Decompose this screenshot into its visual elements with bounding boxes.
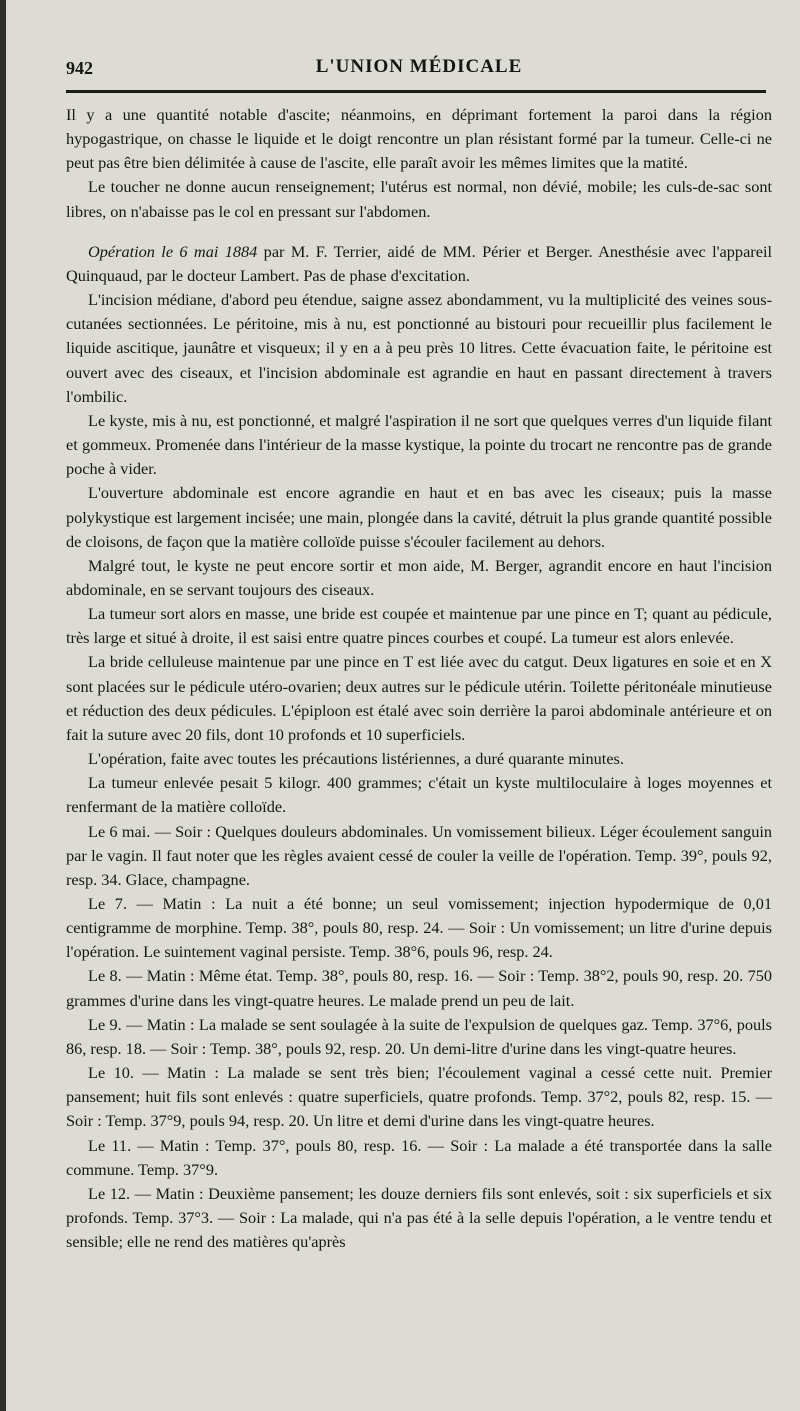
paragraph: Le 6 mai. — Soir : Quelques douleurs abdominales. Un vomissement bilieux. Léger écoulement sanguin par le vagin. Il faut noter que les règles avaient cessé de couler la veille de l'opération. Temp. 39°, pouls 92, resp. 34. Glace, champagne. bbox=[66, 821, 772, 889]
document-page bbox=[6, 0, 800, 1411]
operation-heading: Opération le 6 mai 1884 bbox=[88, 241, 258, 261]
paragraph: La bride celluleuse maintenue par une pince en T est liée avec du catgut. Deux ligatures en soie et en X sont placées sur le pédicule utéro-ovarien; deux autres sur le pédicule utérin. Toilette péritonéale minutieuse et réduction des deux pédicules. L'épiploon est étalé avec soin derrière la paroi abdominale antérieure et on fait la suture avec 20 fils, dont 10 profonds et 10 superficiels. bbox=[66, 652, 772, 744]
paragraph: La tumeur enlevée pesait 5 kilogr. 400 grammes; c'était un kyste multiloculaire à loges moyennes et renfermant de la matière colloïde. bbox=[66, 773, 772, 817]
paragraph: Le kyste, mis à nu, est ponctionné, et malgré l'aspiration il ne sort que quelques verres d'un liquide filant et gommeux. Promenée dans l'intérieur de la masse kystique, la pointe du trocart ne rencontre pas de grande poche à vider. bbox=[66, 410, 772, 479]
paragraph: Le 10. — Matin : La malade se sent très bien; l'écoulement vaginal a cessé cette nuit. Premier pansement; huit fils sont enlevés : quatre superficiels, quatre profonds. Temp. 37°2, pouls 82, resp. 15. — Soir : Temp. 37°9, pouls 94, resp. 20. Un litre et demi d'urine dans les vingt-quatre heures. bbox=[66, 1063, 772, 1131]
paragraph: La tumeur sort alors en masse, une bride est coupée et maintenue par une pince en T; quant au pédicule, très large et situé à droite, il est saisi entre quatre pinces courbes et coupé. La tumeur est alors enlevée. bbox=[66, 604, 772, 648]
article-body bbox=[66, 103, 772, 1254]
page-content bbox=[66, 52, 772, 1254]
paragraph: Le 11. — Matin : Temp. 37°, pouls 80, resp. 16. — Soir : La malade a été transportée dans la salle commune. Temp. 37°9. bbox=[66, 1135, 772, 1179]
paragraph: L'ouverture abdominale est encore agrandie en haut et en bas avec les ciseaux; puis la masse polykystique est largement incisée; une main, plongée dans la cavité, détruit la plus grande quantité possible de cloisons, de façon que la matière colloïde puisse s'écouler facilement au dehors. bbox=[66, 483, 772, 551]
page-number: 942 bbox=[66, 58, 93, 78]
paragraph: Malgré tout, le kyste ne peut encore sortir et mon aide, M. Berger, agrandit encore en haut l'incision abdominale, en se servant toujours des ciseaux. bbox=[66, 555, 772, 599]
journal-title: L'UNION MÉDICALE bbox=[315, 56, 523, 77]
paragraph: Le 12. — Matin : Deuxième pansement; les douze derniers fils sont enlevés, soit : six superficiels et six profonds. Temp. 37°3. — Soir : La malade, qui n'a pas été à la selle depuis l'opération, a le ventre tendu et sensible; elle ne rend des matières qu'après bbox=[66, 1183, 772, 1252]
paragraph: Le 7. — Matin : La nuit a été bonne; un seul vomissement; injection hypodermique de 0,01 centigramme de morphine. Temp. 38°, pouls 80, resp. 24. — Soir : Un vomissement; un litre d'urine depuis l'opération. Le suintement vaginal persiste. Temp. 38°6, pouls 96, resp. 24. bbox=[66, 894, 772, 962]
paragraph: L'opération, faite avec toutes les précautions listériennes, a duré quarante minutes. bbox=[88, 749, 624, 769]
paragraph: Il y a une quantité notable d'ascite; néanmoins, en déprimant fortement la paroi dans la région hypogastrique, on chasse le liquide et le doigt rencontre un plan résistant formé par la tumeur. Celle-ci ne peut pas être bien délimitée à cause de l'ascite, elle paraît avoir les mêmes limites que la matité. bbox=[66, 105, 772, 173]
paragraph: Le 9. — Matin : La malade se sent soulagée à la suite de l'expulsion de quelques gaz. Temp. 37°6, pouls 86, resp. 18. — Soir : Temp. 38°, pouls 92, resp. 20. Un demi-litre d'urine dans les vingt-quatre heures. bbox=[66, 1014, 772, 1058]
running-header bbox=[66, 52, 772, 86]
paragraph: Le 8. — Matin : Même état. Temp. 38°, pouls 80, resp. 16. — Soir : Temp. 38°2, pouls 90, resp. 20. 750 grammes d'urine dans les vingt-quatre heures. Le malade prend un peu de lait. bbox=[66, 966, 772, 1010]
operation-text: par M. F. Terrier, aidé de MM. Périer et Berger. Anesthésie avec l'appareil Quinquaud, par le docteur Lambert. Pas de phase d'excitation. bbox=[66, 241, 772, 285]
paragraph-operation bbox=[66, 240, 772, 288]
header-rule bbox=[66, 90, 766, 93]
paragraph: L'incision médiane, d'abord peu étendue, saigne assez abondamment, vu la multiplicité des veines sous-cutanées sectionnées. Le péritoine, mis à nu, est ponctionné au bistouri pour recueillir plus facilement le liquide ascitique, jaunâtre et visqueux; il y en a à peu près 10 litres. Cette évacuation faite, le péritoine est ouvert avec des ciseaux, et l'incision abdominale est agrandie en haut en passant directement à travers l'ombilic. bbox=[66, 290, 772, 406]
paragraph: Le toucher ne donne aucun renseignement; l'utérus est normal, non dévié, mobile; les culs-de-sac sont libres, on n'abaisse pas le col en pressant sur l'abdomen. bbox=[66, 177, 772, 221]
